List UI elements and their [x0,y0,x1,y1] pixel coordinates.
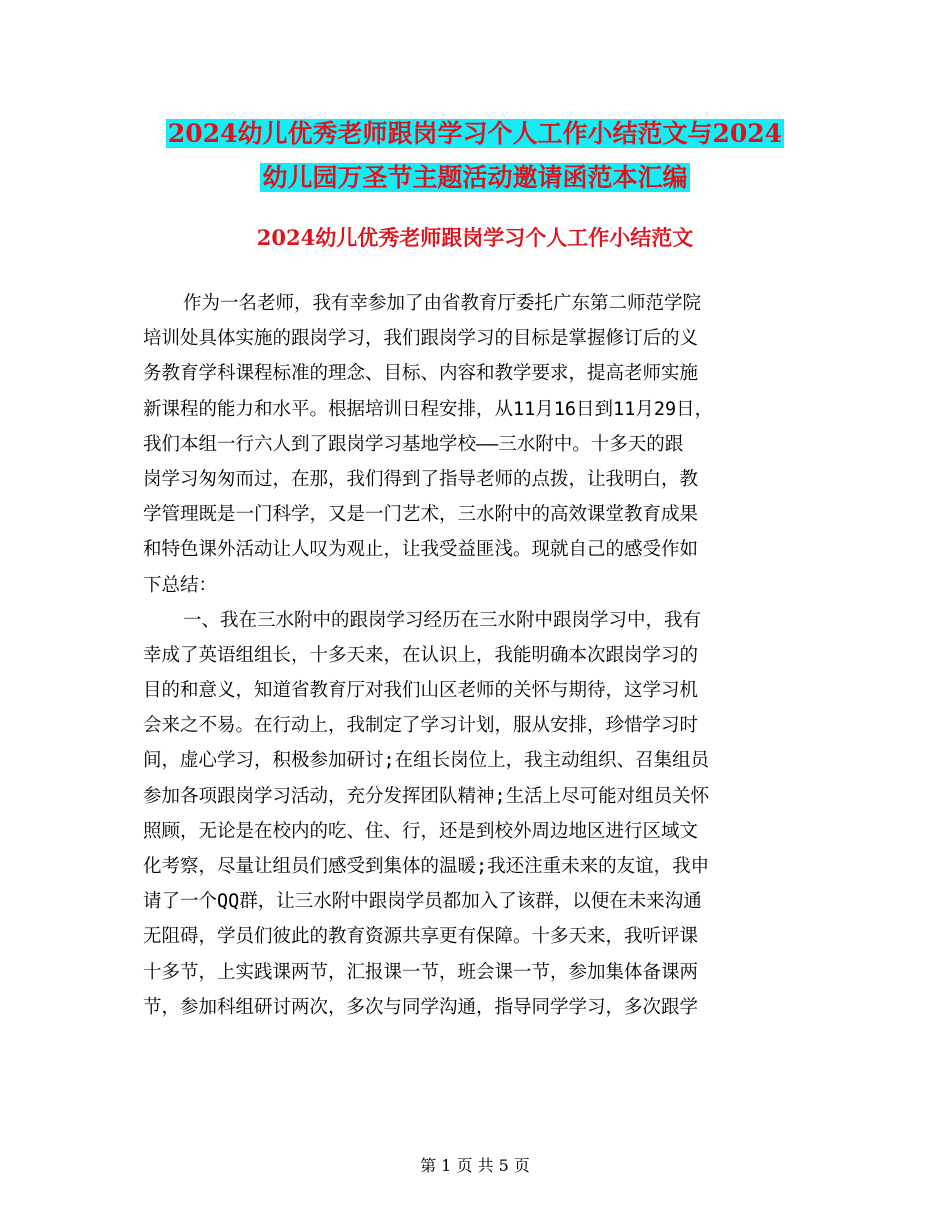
body-line: 作为一名老师，我有幸参加了由省教育厅委托广东第二师范学院 [183,293,702,314]
body-line: 化考察，尽量让组员们感受到集体的温暖;我还注重未来的友谊，我申 [143,856,710,877]
body-line: 节，参加科组研讨两次，多次与同学沟通，指导同学学习，多次跟学 [143,996,699,1018]
body-line: 我们本组一行六人到了跟岗学习基地学校——三水附中。十多天的跟 [143,433,684,455]
body-line: 参加各项跟岗学习活动，充分发挥团队精神;生活上尽可能对组员关怀 [143,785,710,807]
body-text [143,286,823,1025]
body-line: 会来之不易。在行动上，我制定了学习计划，服从安排，珍惜学习时 [143,715,699,737]
body-line: 十多节，上实践课两节，汇报课一节，班会课一节，参加集体备课两 [143,961,699,983]
body-line: 间，虚心学习，积极参加研讨;在组长岗位上，我主动组织、召集组员 [143,750,710,772]
section-title: 2024幼儿优秀老师跟岗学习个人工作小结范文 [256,225,694,250]
body-line: 目的和意义，知道省教育厅对我们山区老师的关怀与期待，这学习机 [143,680,699,702]
body-line: 岗学习匆匆而过，在那，我们得到了指导老师的点拨，让我明白，教 [143,468,699,490]
document-title-line-2 [0,156,950,200]
body-line: 和特色课外活动让人叹为观止，让我受益匪浅。现就自己的感受作如 [143,539,699,561]
body-line: 照顾，无论是在校内的吃、住、行，还是到校外周边地区进行区域文 [143,820,699,842]
document-title-highlight-1: 2024幼儿优秀老师跟岗学习个人工作小结范文与2024 [167,119,783,148]
body-line: 幸成了英语组组长，十多天来，在认识上，我能明确本次跟岗学习的 [143,644,699,666]
body-line: 务教育学科课程标准的理念、目标、内容和教学要求，提高老师实施 [143,363,699,385]
body-line: 下总结： [143,574,218,596]
body-line: 一、我在三水附中的跟岗学习经历在三水附中跟岗学习中，我有 [183,609,702,631]
page-footer: 第 1 页 共 5 页 [420,1156,530,1175]
body-line: 新课程的能力和水平。根据培训日程安排，从11月16日到11月29日， [143,398,714,420]
body-line: 学管理既是一门科学，又是一门艺术，三水附中的高效课堂教育成果 [143,504,699,526]
body-line: 请了一个QQ群，让三水附中跟岗学员都加入了该群，以便在未来沟通 [143,891,702,913]
body-line: 培训处具体实施的跟岗学习，我们跟岗学习的目标是掌握修订后的义 [143,328,699,350]
document-title-line-1 [0,112,950,156]
body-line: 无阻碍，学员们彼此的教育资源共享更有保障。十多天来，我听评课 [143,926,699,948]
document-title-highlight-2: 幼儿园万圣节主题活动邀请函范本汇编 [262,163,688,192]
